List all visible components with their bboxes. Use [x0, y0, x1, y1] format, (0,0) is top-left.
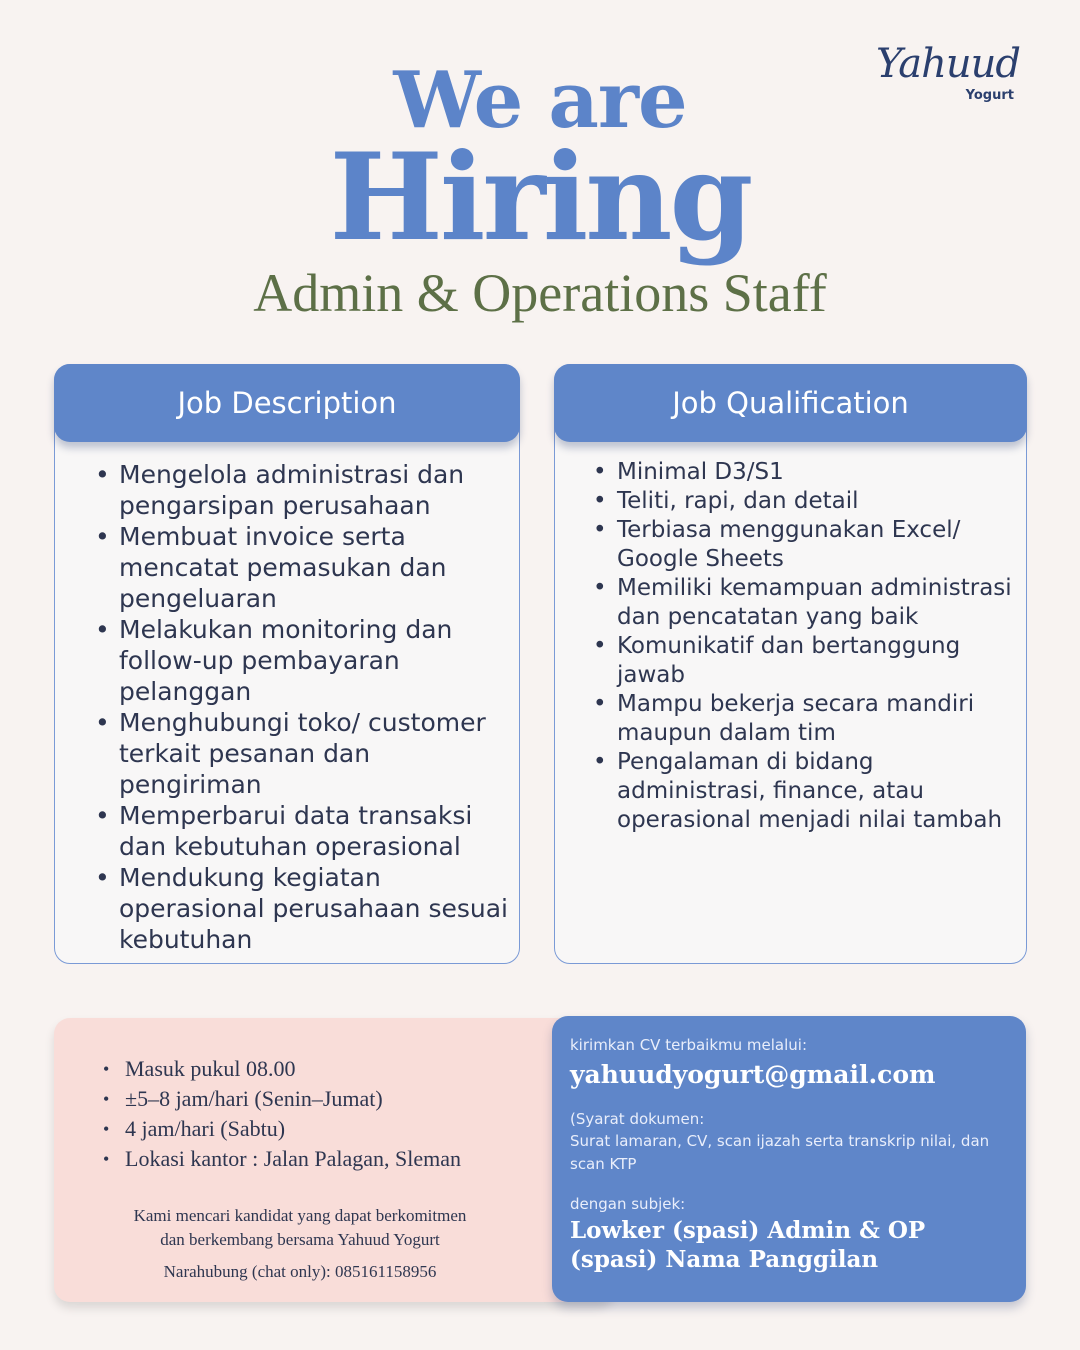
apply-intro: kirimkan CV terbaikmu melalui:: [570, 1036, 808, 1054]
job-qualification-header: Job Qualification: [554, 364, 1027, 442]
list-item: • Terbiasa menggunakan Excel/ Google Sheets: [589, 516, 1019, 574]
list-item: • Teliti, rapi, dan detail: [589, 487, 1019, 516]
list-item: • Komunikatif dan bertanggung jawab: [589, 632, 1019, 690]
list-item: • Minimal D3/S1: [589, 458, 1019, 487]
work-info-list: [100, 1054, 461, 1174]
list-item: • Pengalaman di bidang administrasi, finance, atau operasional menjadi nilai tambah: [589, 748, 1019, 835]
position-title: Admin & Operations Staff: [253, 263, 827, 323]
job-description-list: [91, 459, 511, 955]
list-item: • Melakukan monitoring dan follow-up pembayaran pelanggan: [91, 614, 511, 707]
headline-we-are: We are: [393, 55, 687, 146]
brand-sub: Yogurt: [965, 88, 1014, 103]
list-item: • Lokasi kantor : Jalan Palagan, Sleman: [100, 1144, 461, 1174]
closing-note: [54, 1204, 546, 1252]
job-qualification-card: [554, 364, 1027, 964]
job-description-header: Job Description: [54, 364, 520, 442]
apply-email[interactable]: yahuudyogurt@gmail.com: [570, 1060, 936, 1089]
document-requirements: Surat lamaran, CV, scan ijazah serta transkrip nilai, dan scan KTP: [570, 1132, 990, 1173]
document-requirements-label: (Syarat dokumen:: [570, 1110, 705, 1128]
list-item: • Masuk pukul 08.00: [100, 1054, 461, 1084]
job-description-card: [54, 364, 520, 964]
list-item: • 4 jam/hari (Sabtu): [100, 1114, 461, 1144]
brand-name: Yahuud: [876, 41, 1021, 87]
apply-panel: [552, 1016, 1026, 1302]
contact-person: Narahubung (chat only): 085161158956: [163, 1262, 437, 1281]
list-item: • Memiliki kemampuan administrasi dan pencatatan yang baik: [589, 574, 1019, 632]
list-item: • Mampu bekerja secara mandiri maupun dalam tim: [589, 690, 1019, 748]
subject-label: dengan subjek:: [570, 1195, 686, 1213]
list-item: • Mendukung kegiatan operasional perusahaan sesuai kebutuhan: [91, 862, 511, 955]
list-item: • ±5–8 jam/hari (Senin–Jumat): [100, 1084, 461, 1114]
email-subject: Lowker (spasi) Admin & OP (spasi) Nama Panggilan: [570, 1217, 926, 1273]
job-qualification-list: [589, 458, 1019, 835]
list-item: • Menghubungi toko/ customer terkait pesanan dan pengiriman: [91, 707, 511, 800]
headline-hiring: Hiring: [329, 127, 751, 268]
list-item: • Mengelola administrasi dan pengarsipan perusahaan: [91, 459, 511, 521]
list-item: • Membuat invoice serta mencatat pemasukan dan pengeluaran: [91, 521, 511, 614]
list-item: • Memperbarui data transaksi dan kebutuhan operasional: [91, 800, 511, 862]
work-info-panel: [54, 1018, 614, 1302]
closing-line-2: dan berkembang bersama Yahuud Yogurt: [160, 1230, 440, 1249]
closing-line-1: Kami mencari kandidat yang dapat berkomitmen: [133, 1206, 467, 1225]
